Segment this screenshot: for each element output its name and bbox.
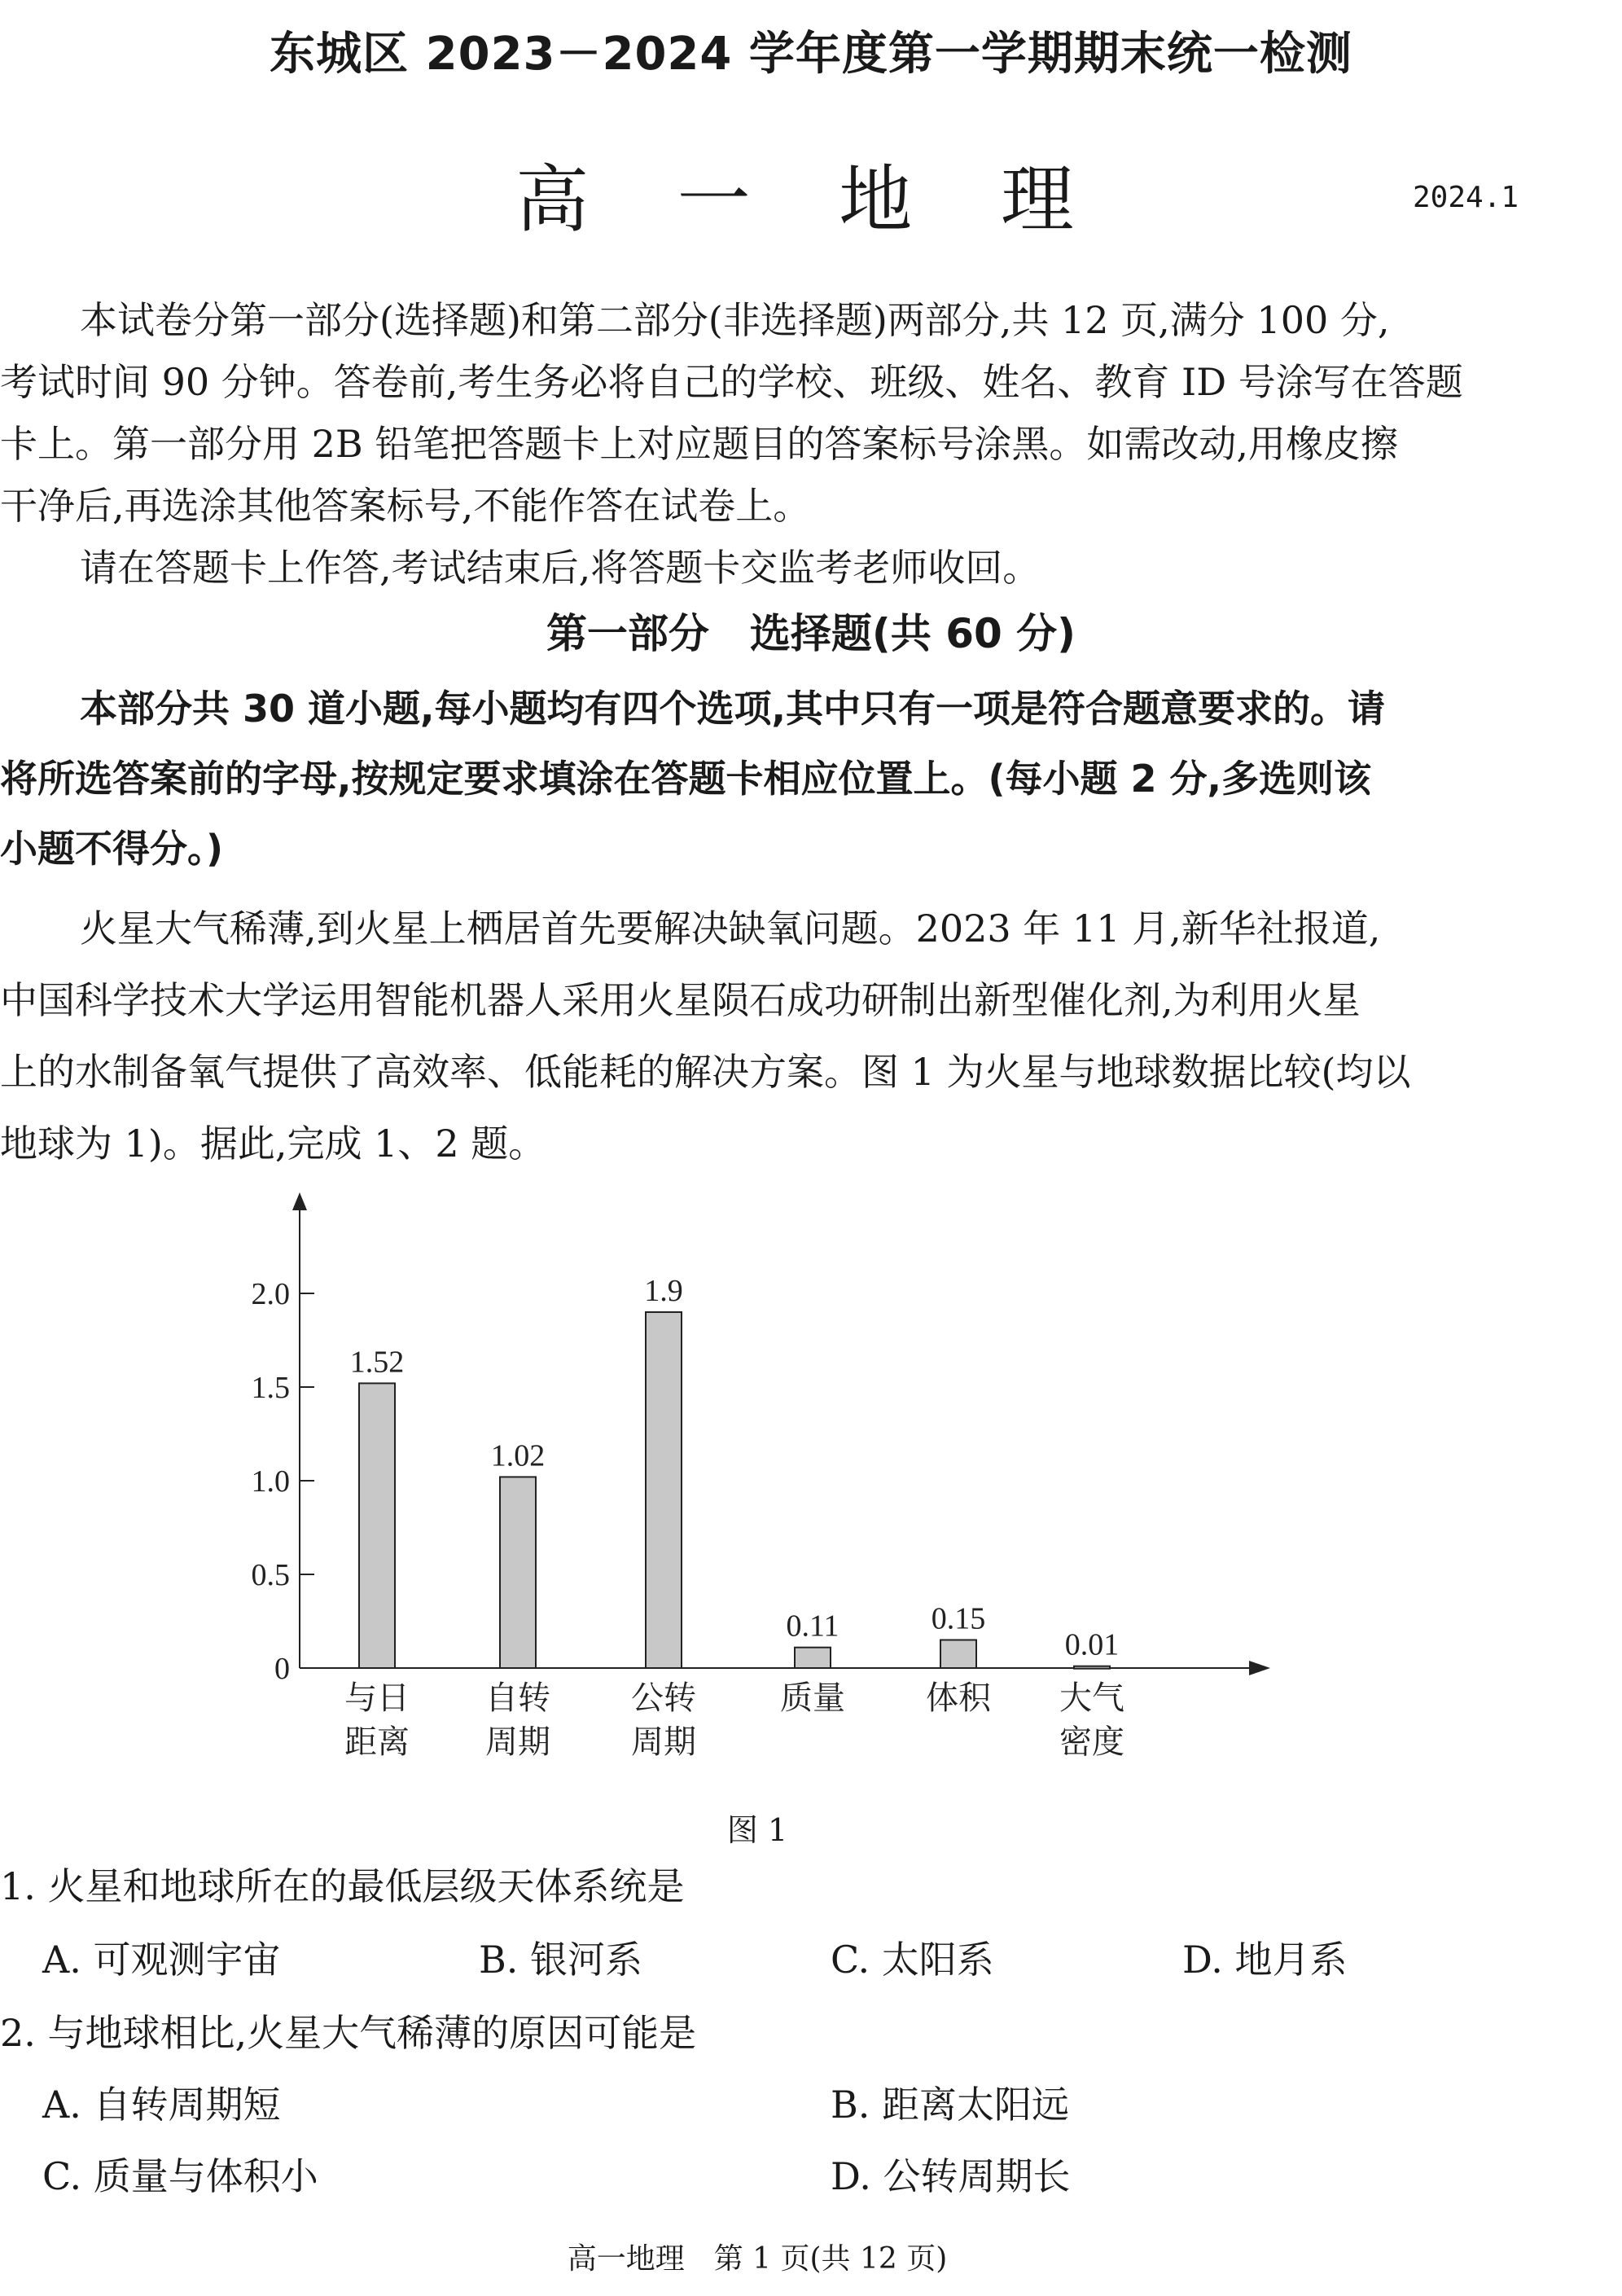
bar-value-label: 0.01 <box>1064 1627 1120 1662</box>
section-instruction-line-2: 将所选答案前的字母,按规定要求填涂在答题卡相应位置上。(每小题 2 分,多选则该 <box>0 757 1372 801</box>
passage-line-1: 火星大气稀薄,到火星上栖居首先要解决缺氧问题。2023 年 11 月,新华社报道, <box>80 907 1381 950</box>
instructions-line-1: 本试卷分第一部分(选择题)和第二部分(非选择题)两部分,共 12 页,满分 100 分, <box>80 298 1390 342</box>
exam-date: 2024.1 <box>1413 181 1519 214</box>
bar <box>646 1312 682 1668</box>
passage-line-3: 上的水制备氧气提供了高效率、低能耗的解决方案。图 1 为火星与地球数据比较(均以 <box>0 1050 1411 1094</box>
bar <box>940 1640 976 1669</box>
bar-value-label: 1.02 <box>490 1438 546 1473</box>
y-tick-label: 0 <box>274 1652 290 1686</box>
bar-value-label: 1.52 <box>349 1345 405 1380</box>
question-1-option-a[interactable]: A. 可观测宇宙 <box>42 1938 281 1982</box>
question-2-option-b[interactable]: B. 距离太阳远 <box>831 2083 1070 2127</box>
exam-title: 东城区 2023－2024 学年度第一学期期末统一检测 <box>270 28 1352 81</box>
passage-line-2: 中国科学技术大学运用智能机器人采用火星陨石成功研制出新型催化剂,为利用火星 <box>0 978 1361 1022</box>
question-2-option-c[interactable]: C. 质量与体积小 <box>42 2154 318 2198</box>
y-tick-label: 2.0 <box>251 1277 290 1311</box>
bar <box>359 1383 395 1668</box>
question-1-option-d[interactable]: D. 地月系 <box>1182 1938 1348 1982</box>
category-label: 周期 <box>631 1723 696 1760</box>
instructions-paragraph-2: 请在答题卡上作答,考试结束后,将答题卡交监考老师收回。 <box>80 546 1041 590</box>
question-2-stem: 2. 与地球相比,火星大气稀薄的原因可能是 <box>0 2011 697 2055</box>
category-label: 周期 <box>485 1723 550 1760</box>
category-label: 距离 <box>344 1723 410 1760</box>
bar <box>1074 1666 1110 1669</box>
y-tick-label: 1.5 <box>251 1371 290 1405</box>
question-2-option-d[interactable]: D. 公转周期长 <box>831 2154 1071 2198</box>
bar-value-label: 0.11 <box>786 1609 839 1644</box>
section-heading: 第一部分 选择题(共 60 分) <box>546 610 1076 657</box>
category-label: 与日 <box>344 1679 410 1716</box>
bar-value-label: 1.9 <box>644 1274 683 1308</box>
passage-line-4: 地球为 1)。据此,完成 1、2 题。 <box>0 1122 546 1166</box>
instructions-line-3: 卡上。第一部分用 2B 铅笔把答题卡上对应题目的答案标号涂黑。如需改动,用橡皮擦 <box>0 422 1398 466</box>
y-tick-label: 1.0 <box>251 1464 290 1499</box>
section-instruction-line-1: 本部分共 30 道小题,每小题均有四个选项,其中只有一项是符合题意要求的。请 <box>80 687 1385 731</box>
category-label: 体积 <box>926 1679 991 1716</box>
category-label: 自转 <box>485 1679 550 1716</box>
section-instruction-line-3: 小题不得分。) <box>0 827 224 871</box>
bar <box>795 1648 831 1668</box>
category-label: 公转 <box>631 1679 696 1716</box>
category-label: 大气 <box>1059 1679 1124 1716</box>
subject-title: 高 一 地 理 <box>515 157 1107 243</box>
mars-earth-bar-chart <box>0 1173 1622 1792</box>
category-label: 密度 <box>1059 1723 1124 1760</box>
instructions-line-2: 考试时间 90 分钟。答卷前,考生务必将自己的学校、班级、姓名、教育 ID 号涂写在答题 <box>0 360 1463 404</box>
question-2-option-a[interactable]: A. 自转周期短 <box>42 2083 281 2127</box>
x-axis-arrow <box>1249 1661 1270 1675</box>
figure-caption: 图 1 <box>726 1812 788 1848</box>
bar-value-label: 0.15 <box>931 1601 986 1636</box>
y-tick-label: 0.5 <box>251 1558 290 1592</box>
question-1-option-b[interactable]: B. 银河系 <box>479 1938 643 1982</box>
page-footer: 高一地理 第 1 页(共 12 页) <box>567 2242 948 2276</box>
question-1-stem: 1. 火星和地球所在的最低层级天体系统是 <box>0 1864 685 1908</box>
instructions-line-4: 干净后,再选涂其他答案标号,不能作答在试卷上。 <box>0 484 811 528</box>
question-1-option-c[interactable]: C. 太阳系 <box>831 1938 994 1982</box>
category-label: 质量 <box>780 1679 845 1716</box>
y-axis-arrow <box>292 1192 307 1210</box>
bar <box>500 1477 536 1668</box>
